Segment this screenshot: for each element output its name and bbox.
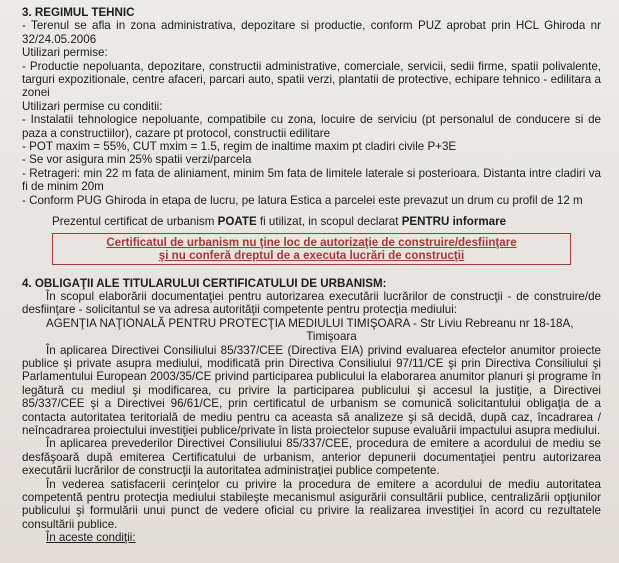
usage-statement: [28, 215, 601, 228]
section-3-body: [22, 19, 601, 207]
section-4-p2: În aplicarea Directivei Consiliului 85/337/CEE (Directiva EIA) privind evaluarea efectelor anumitor proiecte publice şi private asupra mediului, modificată prin Directiva Consiliului 97/11/CE şi prin Directiva Consiliului şi Parlamentului European 2003/35/CE privind participarea publicului la elaborarea anumitor planuri şi programe în legătură cu mediul şi modificarea, cu privire la participarea publicului şi accesul la justiţie, a Directivei 85/337/CEE şi a Directivei 96/61/CE, prin certificatul de urbanism se comunică solicitantului obligaţia de a contacta autoritatea teritorială de mediu pentru ca aceasta să analizeze şi să decidă, după caz, încadrarea / neîncadrarea proiectului investiţiei publice/private în lista proiectelor supuse evaluării impactului asupra mediului.: [22, 343, 601, 437]
green-space-line: - Se vor asigura min 25% spatii verzi/parcela: [22, 153, 252, 167]
notice-box: [52, 233, 571, 265]
zone-line: - Terenul se afla in zona administrativa, depozitare si productie, conform PUZ aprobat prin HCL Ghiroda nr 32/24.05.2006: [22, 19, 601, 46]
notice-line-2: şi nu conferă dreptul de a executa lucrări de construcţii: [158, 248, 465, 262]
conditional-uses-line: - Instalatii tehnologice nepoluante, compatibile cu zona, locuire de serviciu (pt personalul de conducere si de paza a constructiilor), cazare pt protocol, constructii edilitare: [22, 113, 601, 140]
section-4-title: 4. OBLIGAŢII ALE TITULARULUI CERTIFICATULUI DE URBANISM:: [22, 276, 387, 290]
usage-suffix: informare: [449, 215, 507, 229]
usage-poate: POATE: [217, 215, 257, 229]
usage-pentru: PENTRU: [401, 215, 450, 229]
section-4-p1: În scopul elaborării documentaţiei pentru autorizarea executării lucrărilor de construcţii - de construire/de desfiinţare - solicitantul se va adresa autorităţii competente pentru protecţia mediului:: [22, 289, 601, 317]
conditional-uses-heading: Utilizari permise cu conditii:: [22, 99, 163, 113]
permitted-uses-line: - Productie nepoluanta, depozitare, constructii administrative, comerciale, servicii, sedii firme, spatii polivalente, targuri expozitionale, centre afaceri, parcari auto, spatii verzi, plantatii de protective, echipare tehnico - edilitara a zonei: [22, 59, 601, 100]
usage-prefix: Prezentul certificat de urbanism: [52, 215, 218, 229]
notice-line-1: Certificatul de urbanism nu ţine loc de autorizaţie de construire/desfiinţare: [106, 235, 517, 249]
pot-cut-line: - POT maxim = 55%, CUT mxim = 1.5, regim de inaltime maxim pt cladiri civile P+3E: [22, 140, 457, 154]
section-4-p5: În aceste condiţii:: [46, 531, 136, 545]
permitted-uses-heading: Utilizari permise:: [22, 46, 108, 60]
section-4-p3: În aplicarea prevederilor Directivei Consiliului 85/337/CEE, procedura de emitere a acordului de mediu se desfăşoară după emiterea Certificatului de urbanism, anterior depunerii documentaţiei pentru autorizarea executării lucrărilor de construcţii la autoritatea administraţiei publice competente.: [22, 437, 601, 478]
setback-line: - Retrageri: min 22 m fata de aliniament, minim 5m fata de limitele laterale si posterioara. Distanta intre cladiri va fi de minim 20m: [22, 166, 601, 194]
pug-road-line: - Conform PUG Ghiroda in etapa de lucru, pe latura Estica a parcelei este prevazut un drum cu profil de 12 m: [22, 193, 583, 207]
usage-mid: fi utilizat, in scopul declarat: [256, 215, 402, 229]
agency-line-1: AGENŢIA NAŢIONALĂ PENTRU PROTECŢIA MEDIULUI TIMIŞOARA - Str Liviu Rebreanu nr 18-18A,: [46, 316, 574, 330]
section-4-p4: În vederea satisfacerii cerinţelor cu privire la procedura de emitere a acordului de mediu autoritatea competentă pentru protecţia mediului stabileşte mecanismul asigurării consultării publice, centralizării opţiunilor publicului şi formulării unui punct de vedere oficial cu privire la realizarea investiţiei în acord cu rezultatele consultării publice.: [22, 477, 601, 531]
section-3-title: 3. REGIMUL TEHNIC: [22, 6, 135, 19]
agency-line-2: Timişoara: [306, 330, 357, 344]
